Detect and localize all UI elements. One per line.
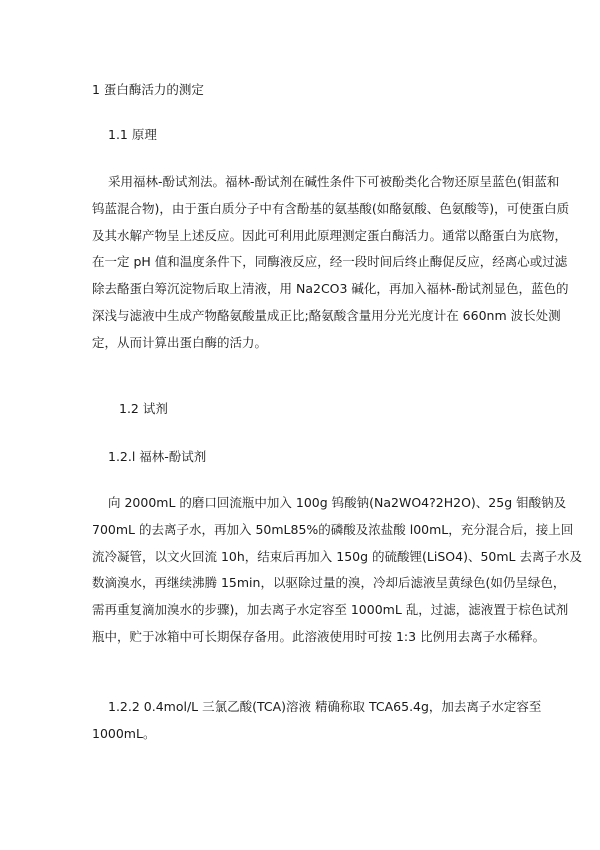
paragraph-line: 及其水解产物呈上述反应。因此可利用此原理测定蛋白酶活力。通常以酪蛋白为底物， xyxy=(92,227,568,243)
section-1-1-heading: 1.1 原理 xyxy=(108,127,157,142)
tca-paragraph xyxy=(92,694,542,748)
paragraph-line: 在一定 pH 值和温度条件下，同酶液反应，经一段时间后终止酶促反应，经离心或过滤 xyxy=(92,254,568,270)
section-1-2-heading: 1.2 试剂 xyxy=(119,401,168,416)
paragraph-line: 定，从而计算出蛋白酶的活力。 xyxy=(92,334,268,350)
paragraph-line: 除去酪蛋白筹沉淀物后取上清液，用 Na2CO3 碱化，再加入福林-酚试剂显色，蓝色的 xyxy=(92,281,569,297)
paragraph-line: 700mL 的去离子水，再加入 50mL85%的磷酸及浓盐酸 l00mL，充分混合后，接上回 xyxy=(92,521,574,537)
paragraph-line: 深浅与滤液中生成产物酪氨酸量成正比;酪氨酸含量用分光光度计在 660nm 波长处测 xyxy=(92,307,561,323)
paragraph-line: 1000mL。 xyxy=(92,725,156,741)
paragraph-line: 需再重复滴加溴水的步骤)，加去离子水定容至 1000mL 乱，过滤，滤液置于棕色试剂 xyxy=(92,602,569,618)
reagent-paragraph xyxy=(92,490,582,651)
paragraph-line: 瓶中，贮于冰箱中可长期保存备用。此溶液使用时可按 1:3 比例用去离子水稀释。 xyxy=(92,628,546,644)
paragraph-line: 向 2000mL 的磨口回流瓶中加入 100g 钨酸钠(Na2WO4?2H2O)、25g 钼酸钠及 xyxy=(108,495,567,510)
principle-paragraph xyxy=(92,169,570,357)
paragraph-line: 流冷凝管，以文火回流 10h，结束后再加入 150g 的硫酸锂(LiSO4)、50mL 去离子水及 xyxy=(92,548,582,564)
section-1-2-1-heading: 1.2.l 福林-酚试剂 xyxy=(108,449,207,464)
paragraph-line: 1.2.2 0.4mol/L 三氯乙酸(TCA)溶液 精确称取 TCA65.4g，加去离子水定容至 xyxy=(108,699,542,714)
paragraph-line: 采用福林-酚试剂法。福林-酚试剂在碱性条件下可被酚类化合物还原呈蓝色(钼蓝和 xyxy=(108,174,560,189)
section-1-heading: 1 蛋白酶活力的测定 xyxy=(92,82,204,97)
paragraph-line: 数滴溴水，再继续沸腾 15min，以驱除过量的溴，冷却后滤液呈黄绿色(如仍呈绿色， xyxy=(92,575,566,591)
paragraph-line: 钨蓝混合物)，由于蛋白质分子中有含酚基的氨基酸(如酪氨酸、色氨酸等)，可使蛋白质 xyxy=(92,200,570,216)
